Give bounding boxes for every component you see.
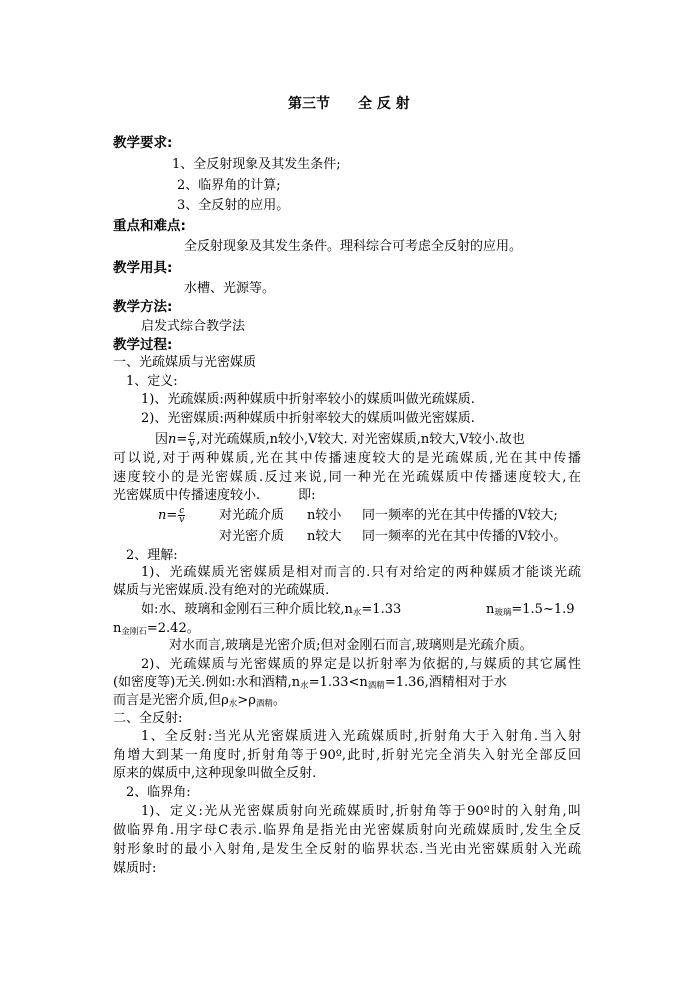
sub-water-2: 水	[300, 681, 309, 691]
understand-p2-line-1: 2)、光疏媒质与光密媒质的界定是以折射率为依据的,与媒质的其它属性	[141, 657, 581, 672]
fraction-numerator: c	[189, 430, 195, 440]
total-reflection-line-2: 角增大到某一角度时,折射角等于90º,此时,折射光完全消失入射光全部反回	[113, 748, 581, 763]
diamond-value: =2.42。	[146, 621, 200, 636]
key-points-text: 全反射现象及其发生条件。理科综合可考虑全反射的应用。	[184, 239, 523, 254]
row2-n: n较大	[307, 529, 342, 544]
sub-alcohol: 酒精	[367, 681, 385, 691]
index-example-line	[141, 601, 401, 619]
sub-glass: 玻璃	[494, 608, 512, 618]
understand-p1-line-2: 媒质与光密媒质.没有绝对的光疏媒质.	[113, 583, 330, 598]
part1-title: 一、光疏媒质与光密媒质	[113, 355, 257, 370]
tools-text: 水槽、光源等。	[184, 281, 276, 296]
line-4-ie: 即:	[298, 488, 316, 503]
sub-diamond: 金刚石	[121, 627, 147, 637]
refraction-paragraph-line-4	[113, 487, 316, 505]
row-fraction-denominator: v	[179, 515, 185, 525]
n-diamond: n	[113, 621, 122, 636]
relative-statement: 对水而言,玻璃是光密介质;但对金刚石而言,玻璃则是光疏介质。	[169, 638, 533, 653]
line-4-text: 光密媒质中传播速度较小.	[113, 488, 261, 503]
formula-eq: =	[176, 432, 188, 447]
critical-angle-line-4: 媒质时:	[113, 861, 157, 876]
tools-heading: 教学用具:	[113, 260, 173, 276]
total-reflection-line-1: 1、全反射:当光从光密媒质进入光疏媒质时,折射角大于入射角.当入射	[141, 729, 581, 744]
critical-angle-title: 2、临界角:	[126, 785, 191, 800]
row-formula-eq: =	[166, 508, 178, 523]
fraction-denominator: v	[189, 439, 195, 449]
understand-p2-line-3	[113, 692, 286, 710]
n-alcohol: n	[359, 675, 368, 690]
rho-sub-alcohol: 酒精	[255, 699, 273, 709]
key-points-heading: 重点和难点:	[113, 218, 186, 234]
diamond-index	[113, 620, 200, 638]
understand-title: 2、理解:	[126, 548, 178, 563]
row1-medium: 对光疏介质	[219, 508, 285, 523]
row2-desc: 同一频率的光在其中传播的V较小。	[362, 529, 567, 544]
line-1-rest: ,对光疏媒质,n较小,V较大. 对光密媒质,n较大,V较小.故也	[196, 432, 525, 447]
row-fraction-numerator: c	[179, 506, 185, 516]
row1-desc: 同一频率的光在其中传播的V较大;	[362, 508, 558, 523]
because-word: 因	[155, 432, 169, 447]
rho-alcohol: ρ	[248, 693, 256, 708]
process-heading: 教学过程:	[113, 337, 173, 353]
understand-p2-line-2	[113, 674, 507, 692]
critical-angle-line-2: 做临界角.用字母C表示.临界角是指光由光密媒质射向光疏媒质时,发生全反	[113, 823, 581, 838]
p2-line-3-text: 而言是光密介质,但	[113, 693, 222, 708]
refraction-paragraph-line-2: 可以说,对于两种媒质,光在其中传播速度较大的是光疏媒质,光在其中传播	[113, 451, 581, 466]
formula-n: n	[168, 432, 177, 447]
title-name: 全 反 射	[358, 96, 410, 112]
requirement-item-1: 1、全反射现象及其发生条件;	[172, 157, 341, 172]
row2-medium: 对光密介质	[219, 529, 285, 544]
water-value: =1.33	[361, 602, 402, 617]
requirement-item-2: 2、临界角的计算;	[177, 178, 281, 193]
refraction-paragraph-line-1	[155, 431, 525, 449]
title-section: 第三节	[288, 96, 330, 112]
gt-sign: >	[237, 693, 249, 708]
requirements-heading: 教学要求:	[113, 135, 173, 151]
glass-index	[486, 601, 575, 619]
rho-water: ρ	[221, 693, 229, 708]
definition-item-1: 1)、光疏媒质:两种媒质中折射率较小的媒质叫做光疏媒质.	[141, 392, 475, 407]
example-prefix: 如:水、玻璃和金刚石三种介质比较,	[141, 602, 345, 617]
glass-value: =1.5~1.9	[511, 602, 575, 617]
p2-end: 。	[272, 693, 286, 708]
formula-fraction	[188, 431, 195, 448]
rho-sub-water: 水	[228, 699, 238, 709]
part2-title: 二、全反射:	[113, 711, 183, 726]
methods-heading: 教学方法:	[113, 299, 173, 315]
row-formula-n: n	[158, 508, 167, 523]
critical-angle-line-3: 射形象时的最小入射角,是发生全反射的临界状态.当光由光密媒质射入光疏	[113, 842, 581, 857]
definition-title: 1、定义:	[126, 374, 178, 389]
definition-item-2: 2)、光密媒质:两种媒质中折射率较大的媒质叫做光密媒质.	[141, 411, 475, 426]
sub-water: 水	[352, 608, 362, 618]
total-reflection-line-3: 原来的媒质中,这种现象叫做全反射.	[113, 766, 317, 781]
understand-p1-line-1: 1)、光疏媒质光密媒质是相对而言的.只有对给定的两种媒质才能谈光疏	[141, 565, 581, 580]
p2-line-2-text: (如密度等)无关.例如:水和酒精,	[113, 675, 292, 690]
critical-angle-line-1: 1)、定义:光从光密媒质射向光疏媒质时,折射角等于90º时的入射角,叫	[141, 804, 581, 819]
p2-water-value: =1.33<	[308, 675, 360, 690]
page-title	[288, 95, 410, 113]
methods-text: 启发式综合教学法	[141, 319, 246, 334]
comparison-formula	[158, 507, 186, 525]
n-water: n	[344, 602, 353, 617]
row1-n: n较小	[307, 508, 342, 523]
row-formula-fraction	[178, 507, 185, 524]
n-glass: n	[486, 602, 495, 617]
requirement-item-3: 3、全反射的应用。	[177, 198, 290, 213]
refraction-paragraph-line-3: 速度较小的是光密媒质.反过来说,同一种光在光疏媒质中传播速度较大,在	[113, 470, 581, 485]
n-water-2: n	[291, 675, 301, 690]
p2-alcohol-value: =1.36,酒精相对于水	[384, 675, 507, 690]
